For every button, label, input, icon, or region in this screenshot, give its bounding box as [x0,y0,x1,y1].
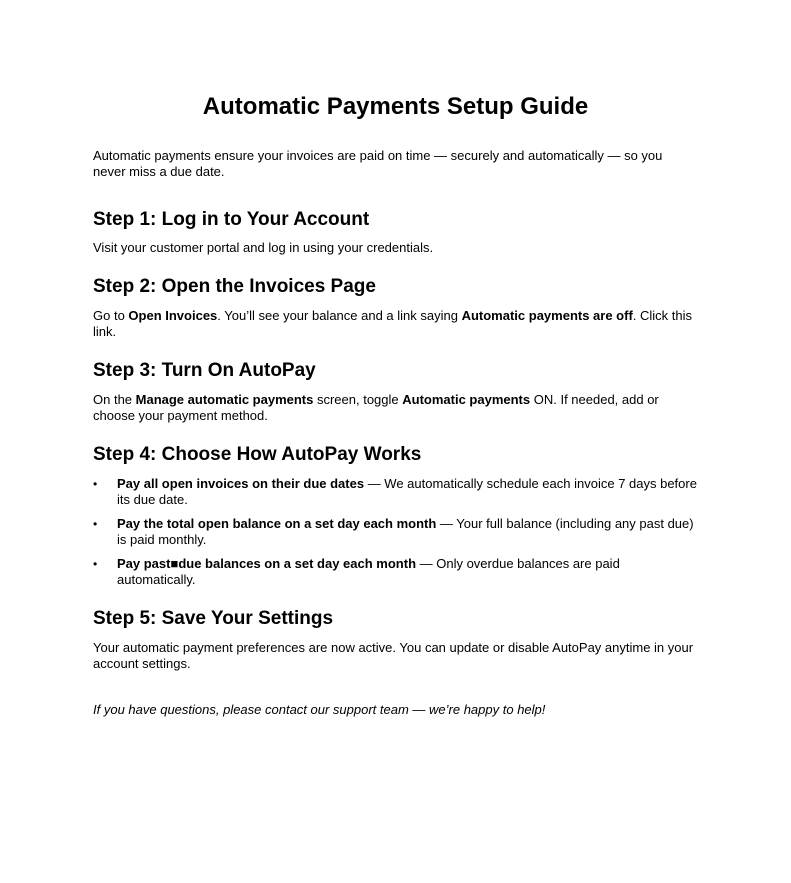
step-4-heading: Step 4: Choose How AutoPay Works [93,444,422,465]
autopay-options-list [93,476,698,588]
step-2-text-part: Go to [93,308,129,323]
list-item [93,516,698,548]
option-description: — We automatically schedule each invoice 7 days before its due date. [117,476,697,507]
option-description: — Only overdue balances are paid automatically. [117,556,620,587]
step-3-heading: Step 3: Turn On AutoPay [93,360,316,381]
list-item [93,476,698,508]
step-5-text: Your automatic payment preferences are now active. You can update or disable AutoPay anytime in your account settings. [93,640,694,671]
bullet-icon: • [93,517,98,531]
list-item [93,556,698,588]
step-3-text [93,392,698,424]
option-title: Pay all open invoices on their due dates [117,476,365,491]
step-2-heading: Step 2: Open the Invoices Page [93,276,376,297]
step-2-text [93,308,698,340]
document-title: Automatic Payments Setup Guide [202,93,589,120]
intro-paragraph: Automatic payments ensure your invoices are paid on time — securely and automatically — so you never miss a due date. [93,148,663,179]
bullet-icon: • [93,477,98,491]
manage-autopay-term: Manage automatic payments [135,392,314,407]
autopay-off-link-term: Automatic payments are off [461,308,633,323]
step-1-text: Visit your customer portal and log in using your credentials. [93,240,434,255]
step-3-text-part: On the [93,392,136,407]
step-2-text-part: . You’ll see your balance and a link saying [217,308,462,323]
closing-note: If you have questions, please contact our support team — we’re happy to help! [93,702,546,717]
step-2-text-part: . Click this link. [93,308,693,339]
open-invoices-term: Open Invoices [128,308,218,323]
bullet-icon: • [93,557,98,571]
step-5-heading: Step 5: Save Your Settings [93,608,334,629]
step-3-text-part: ON. If needed, add or choose your payment method. [93,392,659,423]
option-title: Pay past■due balances on a set day each month [117,556,417,571]
option-title: Pay the total open balance on a set day each month [117,516,437,531]
automatic-payments-term: Automatic payments [402,392,531,407]
step-3-text-part: screen, toggle [313,392,403,407]
step-1-heading: Step 1: Log in to Your Account [93,209,370,230]
option-description: — Your full balance (including any past due) is paid monthly. [117,516,694,547]
